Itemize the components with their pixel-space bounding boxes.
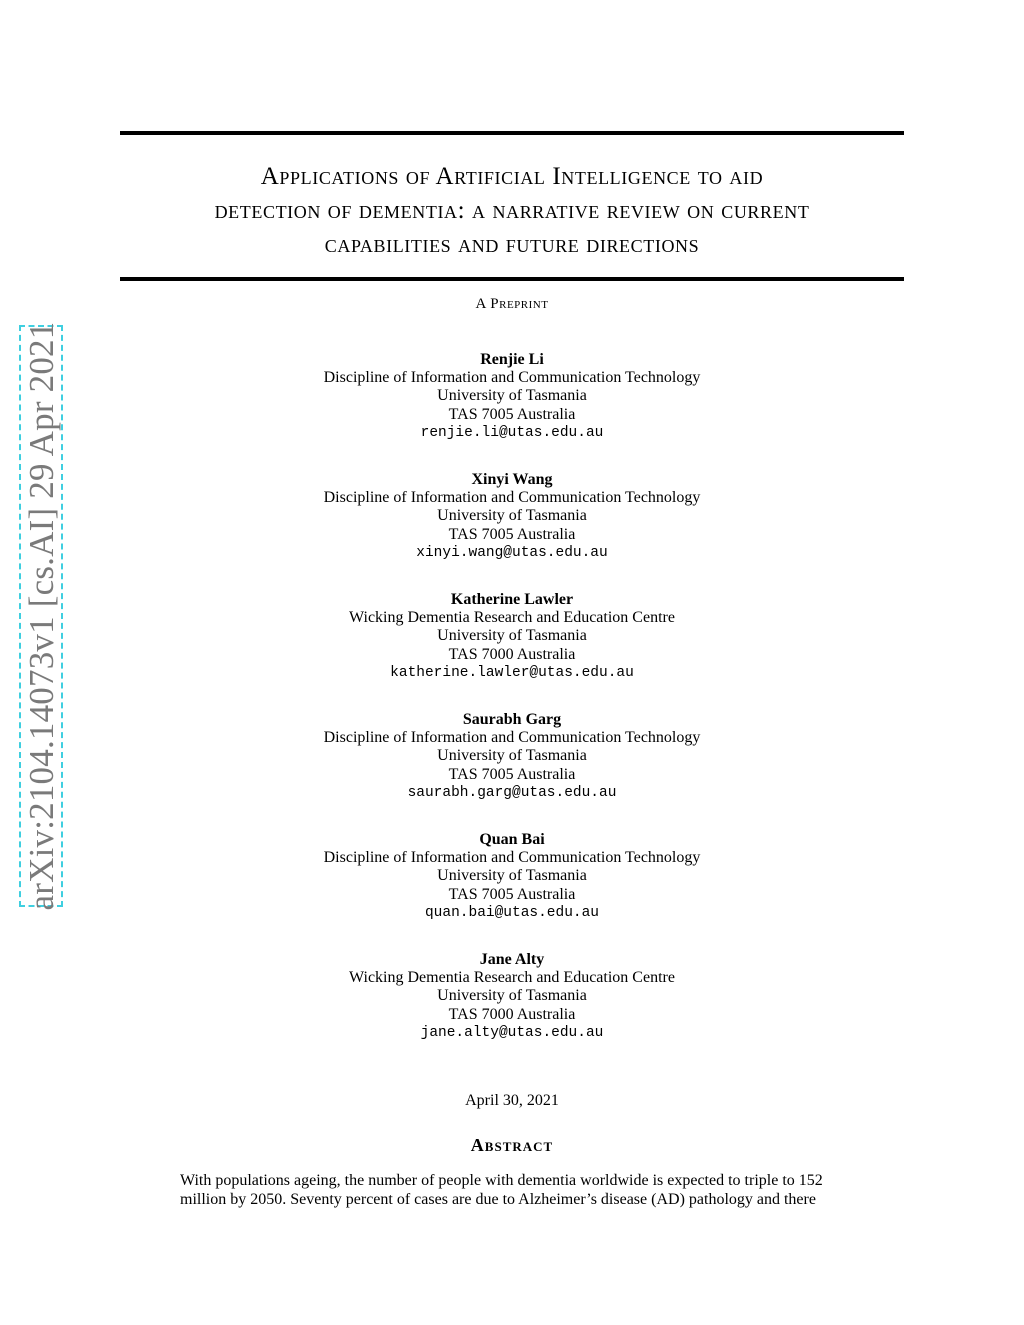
abstract-body [180, 1172, 844, 1209]
author-email[interactable]: jane.alty@utas.edu.au [420, 1024, 604, 1041]
author-institution: University of Tasmania [437, 747, 587, 765]
author-block [0, 711, 1024, 831]
author-name: Xinyi Wang [471, 471, 553, 488]
title-line-3: capabilities and future directions [324, 231, 700, 258]
abstract-heading: Abstract [470, 1135, 554, 1155]
arxiv-stamp[interactable]: arXiv:2104.14073v1 [cs.AI] 29 Apr 2021 [22, 321, 61, 911]
author-block [0, 831, 1024, 951]
author-department: Wicking Dementia Research and Education Centre [349, 969, 675, 987]
title-top-rule [120, 131, 904, 135]
author-block [0, 591, 1024, 711]
author-name: Saurabh Garg [462, 711, 562, 728]
author-block [0, 351, 1024, 471]
author-department: Wicking Dementia Research and Education Centre [349, 609, 675, 627]
author-list [0, 351, 1024, 1071]
author-department: Discipline of Information and Communication Technology [323, 729, 701, 747]
author-address: TAS 7005 Australia [448, 405, 576, 423]
title-bottom-rule [120, 277, 904, 281]
paper-title [120, 160, 904, 262]
author-email[interactable]: katherine.lawler@utas.edu.au [390, 664, 634, 681]
author-name: Katherine Lawler [450, 591, 574, 608]
author-institution: University of Tasmania [437, 627, 587, 645]
abstract-line-2: million by 2050. Seventy percent of cases are due to Alzheimer’s disease (AD) pathology and there [180, 1190, 816, 1208]
title-line-2: detection of dementia: a narrative review on current [214, 197, 810, 224]
author-institution: University of Tasmania [437, 987, 587, 1005]
publication-date: April 30, 2021 [465, 1092, 559, 1109]
author-name: Jane Alty [479, 951, 545, 968]
author-email[interactable]: xinyi.wang@utas.edu.au [416, 544, 608, 561]
abstract-line-1: With populations ageing, the number of people with dementia worldwide is expected to triple to 152 [180, 1172, 823, 1189]
author-institution: University of Tasmania [437, 867, 587, 885]
author-email[interactable]: saurabh.garg@utas.edu.au [407, 784, 617, 801]
author-department: Discipline of Information and Communication Technology [323, 849, 701, 867]
author-name: Quan Bai [479, 831, 545, 848]
author-address: TAS 7000 Australia [448, 1005, 576, 1023]
author-department: Discipline of Information and Communication Technology [323, 369, 701, 387]
author-institution: University of Tasmania [437, 507, 587, 525]
title-line-1: Applications of Artificial Intelligence to aid [260, 163, 764, 190]
author-address: TAS 7005 Australia [448, 525, 576, 543]
author-email[interactable]: renjie.li@utas.edu.au [420, 424, 604, 441]
preprint-label: A Preprint [475, 296, 549, 312]
author-address: TAS 7000 Australia [448, 645, 576, 663]
author-institution: University of Tasmania [437, 387, 587, 405]
author-email[interactable]: quan.bai@utas.edu.au [424, 904, 600, 921]
author-block [0, 471, 1024, 591]
author-name: Renjie Li [480, 351, 544, 368]
author-block [0, 951, 1024, 1071]
author-department: Discipline of Information and Communication Technology [323, 489, 701, 507]
author-address: TAS 7005 Australia [448, 885, 576, 903]
author-address: TAS 7005 Australia [448, 765, 576, 783]
